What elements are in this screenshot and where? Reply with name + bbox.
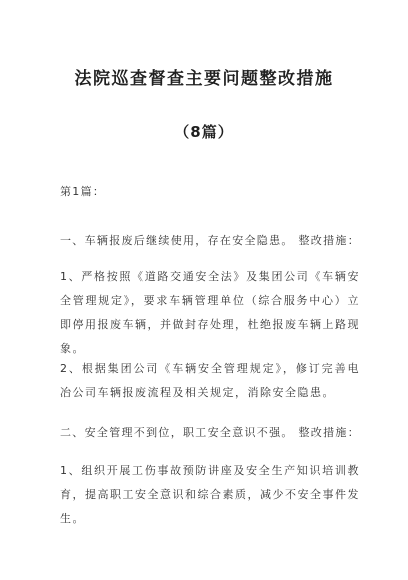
- issue-heading-1: 一、车辆报废后继续使用，存在安全隐患。 整改措施：: [60, 234, 360, 247]
- part-heading: 第1篇：: [60, 185, 106, 198]
- document-title: 法院巡查督查主要问题整改措施: [74, 69, 334, 89]
- issue-heading-2: 二、安全管理不到位，职工安全意识不强。 整改措施：: [60, 426, 360, 439]
- measure-paragraph-1: 1、严格按照《道路交通安全法》及集团公司《车辆安全管理规定》，要求车辆管理单位（综合服务中心）立即停用报废车辆，并做封存处理，杜绝报废车辆上路现象。: [60, 270, 360, 355]
- measure-paragraph-3: 1、组织开展工伤事故预防讲座及安全生产知识培训教育，提高职工安全意识和综合素质，减少不安全事件发生。: [60, 464, 360, 525]
- document-subtitle: （8篇）: [174, 123, 234, 141]
- measure-paragraph-2: 2、根据集团公司《车辆安全管理规定》，修订完善电冶公司车辆报废流程及相关规定，消除安全隐患。: [60, 362, 360, 399]
